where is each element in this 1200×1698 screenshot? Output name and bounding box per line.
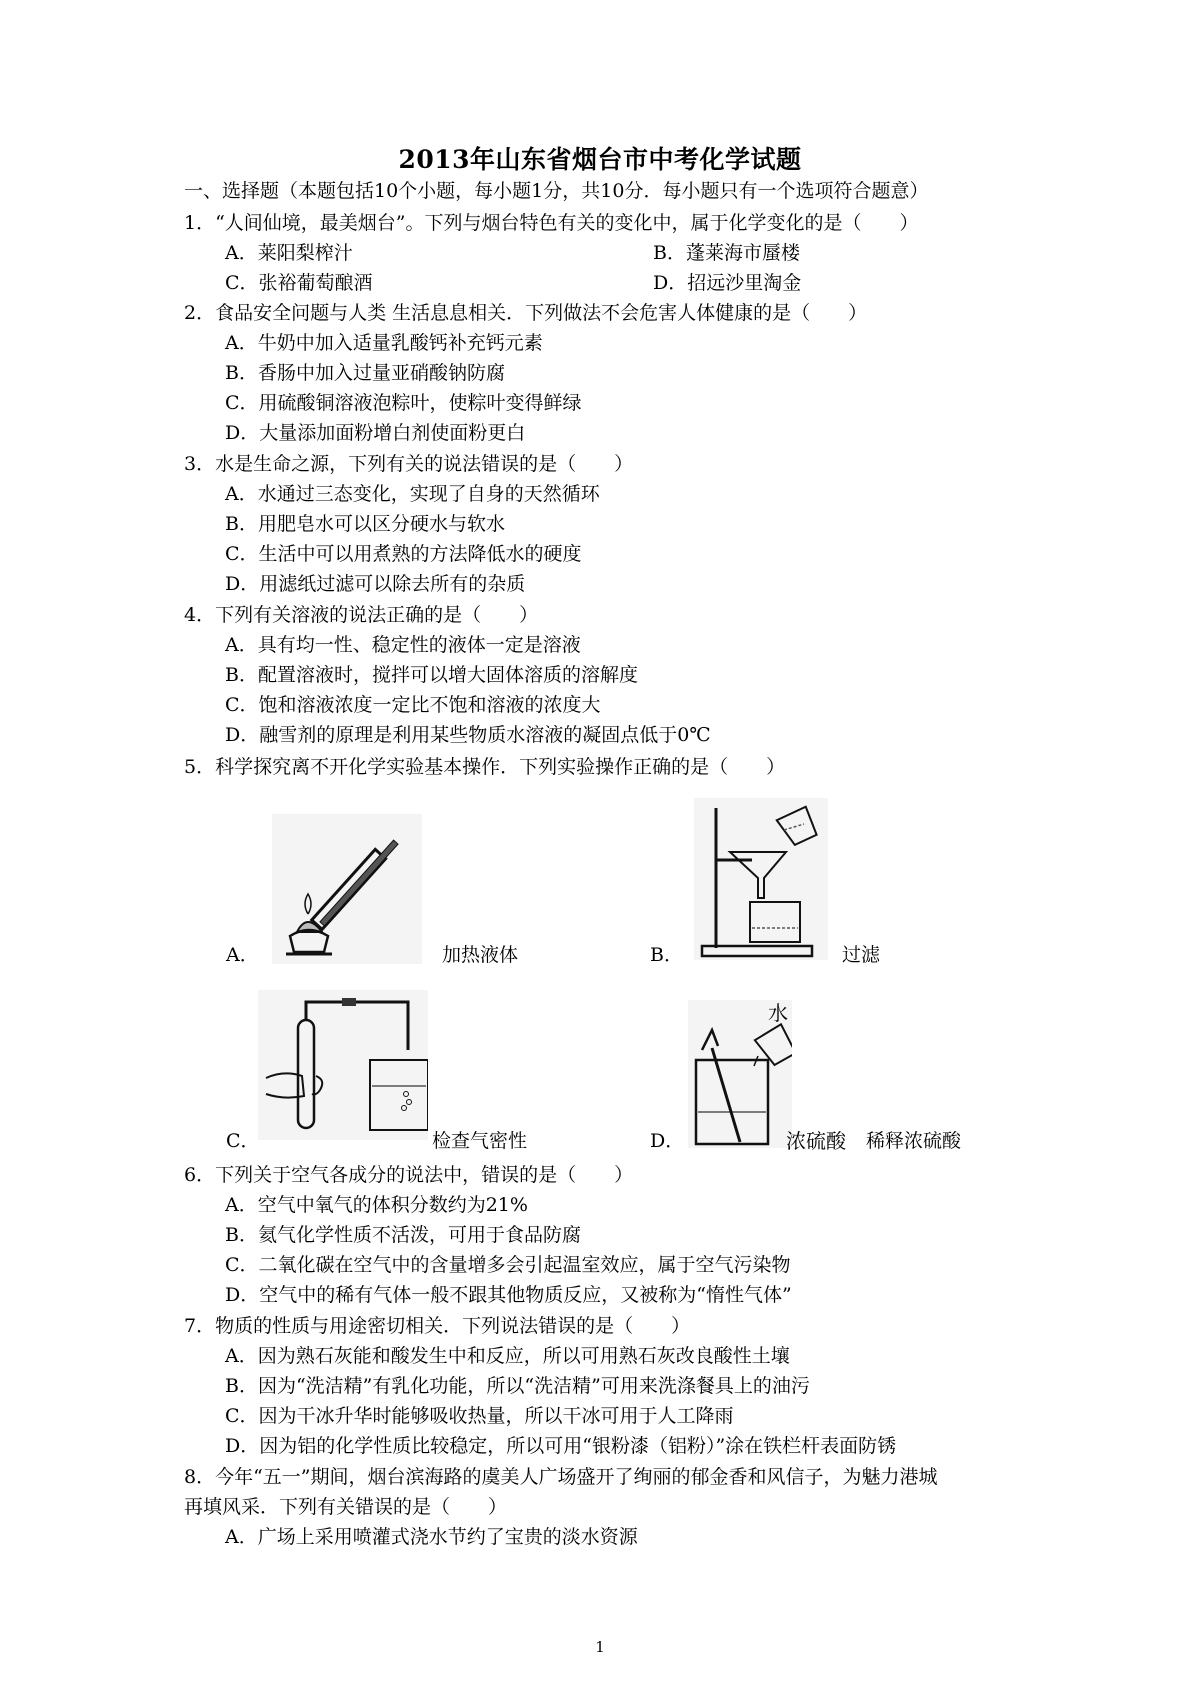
question-3-option-d: D．用滤纸过滤可以除去所有的杂质 [225,573,526,595]
question-7-stem: 7．物质的性质与用途密切相关．下列说法错误的是（ ） [184,1315,691,1337]
question-1-option-d: D．招远沙里淘金 [653,272,802,294]
question-6-stem: 6．下列关于空气各成分的说法中，错误的是（ ） [184,1164,634,1186]
question-4-option-b: B．配置溶液时，搅拌可以增大固体溶质的溶解度 [225,664,638,686]
question-7-option-d: D．因为铝的化学性质比较稳定，所以可用“银粉漆（铝粉）”涂在铁栏杆表面防锈 [225,1435,897,1457]
airtightness-drawing [258,990,428,1140]
question-4-stem: 4．下列有关溶液的说法正确的是（ ） [184,604,539,626]
question-7-option-a: A．因为熟石灰能和酸发生中和反应，所以可用熟石灰改良酸性土壤 [225,1345,790,1367]
exam-title: 2013年山东省烟台市中考化学试题 [398,145,802,174]
question-8-option-a: A．广场上采用喷灌式浇水节约了宝贵的淡水资源 [225,1526,638,1548]
question-2-option-a: A．牛奶中加入适量乳酸钙补充钙元素 [225,332,543,354]
question-4-option-d: D．融雪剂的原理是利用某些物质水溶液的凝固点低于0℃ [225,724,711,746]
question-8-stem: 8．今年“五一”期间，烟台滨海路的虞美人广场盛开了绚丽的郁金香和风信子，为魅力港城 [184,1466,938,1488]
question-2-option-d: D．大量添加面粉增白剂使面粉更白 [225,422,526,444]
question-6-option-a: A．空气中氧气的体积分数约为21% [225,1194,528,1216]
question-5-stem: 5．科学探究离不开化学实验基本操作．下列实验操作正确的是（ ） [184,756,786,778]
question-5-option-d-label: D． [650,1130,685,1152]
figure-b-caption: 过滤 [842,944,881,966]
figure-heating-liquid [272,814,422,964]
question-2-stem: 2．食品安全问题与人类 生活息息相关．下列做法不会危害人体健康的是（ ） [184,302,868,324]
question-5-option-b-label: B． [650,944,683,966]
figure-d-acid-label: 浓硫酸 [786,1129,846,1153]
question-4-option-c: C．饱和溶液浓度一定比不饱和溶液的浓度大 [225,694,601,716]
question-3-option-a: A．水通过三态变化，实现了自身的天然循环 [225,483,600,505]
figure-d-caption: 稀释浓硫酸 [866,1130,962,1152]
question-2-option-b: B．香肠中加入过量亚硝酸钠防腐 [225,362,505,384]
question-7-option-c: C．因为干冰升华时能够吸收热量，所以干冰可用于人工降雨 [225,1405,734,1427]
figure-filtration [694,798,828,960]
section-heading: 一、选择题（本题包括10个小题，每小题1分，共10分．每小题只有一个选项符合题意） [184,180,929,202]
question-6-option-c: C．二氧化碳在空气中的含量增多会引起温室效应，属于空气污染物 [225,1254,791,1276]
question-6-option-d: D．空气中的稀有气体一般不跟其他物质反应，又被称为“惰性气体” [225,1284,792,1306]
page-number: 1 [595,1638,605,1656]
question-8-stem-continued: 再填风采．下列有关错误的是（ ） [184,1496,508,1518]
figure-c-caption: 检查气密性 [432,1130,528,1152]
question-1-option-c: C．张裕葡萄酿酒 [225,272,373,294]
question-1-stem: 1．“人间仙境，最美烟台”。下列与烟台特色有关的变化中，属于化学变化的是（ ） [184,212,919,234]
question-1-option-b: B．蓬莱海市蜃楼 [653,242,800,264]
question-4-option-a: A．具有均一性、稳定性的液体一定是溶液 [225,634,581,656]
filtration-drawing [694,798,828,960]
figure-d-water-label: 水 [768,1001,788,1025]
question-5-option-a-label: A． [226,944,259,966]
figure-airtightness-check [258,990,428,1140]
question-2-option-c: C．用硫酸铜溶液泡粽叶，使粽叶变得鲜绿 [225,392,582,414]
question-6-option-b: B．氦气化学性质不活泼，可用于食品防腐 [225,1224,581,1246]
question-5-option-c-label: C． [226,1130,260,1152]
question-7-option-b: B．因为“洗洁精”有乳化功能，所以“洗洁精”可用来洗涤餐具上的油污 [225,1375,810,1397]
question-3-stem: 3．水是生命之源，下列有关的说法错误的是（ ） [184,453,634,475]
question-3-option-c: C．生活中可以用煮熟的方法降低水的硬度 [225,543,582,565]
heating-liquid-drawing [272,814,422,964]
figure-a-caption: 加热液体 [442,944,519,966]
question-1-option-a: A．莱阳梨榨汁 [225,242,353,264]
question-3-option-b: B．用肥皂水可以区分硬水与软水 [225,513,505,535]
